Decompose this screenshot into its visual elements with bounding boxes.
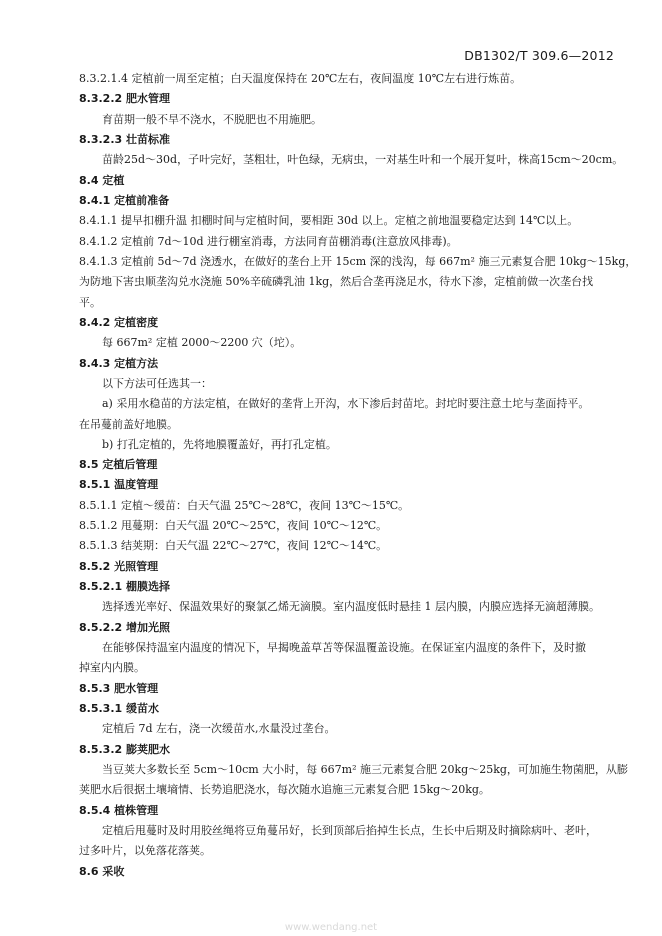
clause-8-4-1-1: 8.4.1.1 提早扣棚升温 扣棚时间与定植时间，要相距 30d 以上。定植之前地温要稳定达到 14℃以上。 [79, 214, 579, 227]
paragraph-continuation: 过多叶片，以免落花落荚。 [79, 844, 211, 857]
heading-8-5-2: 8.5.2 光照管理 [79, 560, 159, 573]
heading-8-5-3-1: 8.5.3.1 缓苗水 [79, 702, 159, 715]
heading-8-4-2: 8.4.2 定植密度 [79, 316, 159, 329]
paragraph: 定植后 7d 左右，浇一次缓苗水,水量没过垄台。 [102, 722, 336, 735]
paragraph-continuation: 掉室内内膜。 [79, 661, 145, 674]
heading-8-4-3: 8.4.3 定植方法 [79, 357, 159, 370]
heading-8-3-2-2: 8.3.2.2 肥水管理 [79, 92, 170, 105]
paragraph-continuation: 平。 [79, 296, 101, 309]
paragraph: 在能够保持温室内温度的情况下，早揭晚盖草苫等保温覆盖设施。在保证室内温度的条件下，及时撤 [102, 641, 586, 654]
paragraph: 每 667m² 定植 2000～2200 穴（坨）。 [102, 336, 302, 349]
paragraph-continuation: 荚肥水后很据土壤墒情、长势追肥浇水，每次随水追施三元素复合肥 15kg～20kg。 [79, 783, 490, 796]
list-item-b: b) 打孔定植的，先将地膜覆盖好，再打孔定植。 [102, 438, 337, 451]
paragraph: 定植后甩蔓时及时用胶丝绳将豆角蔓吊好，长到顶部后掐掉生长点，生长中后期及时摘除病叶、老叶， [102, 824, 597, 837]
clause-8-5-1-3: 8.5.1.3 结荚期：白天气温 22℃～27℃，夜间 12℃～14℃。 [79, 539, 388, 552]
heading-8-5-4: 8.5.4 植株管理 [79, 804, 159, 817]
clause-8-5-1-1: 8.5.1.1 定植～缓苗：白天气温 25℃～28℃，夜间 13℃～15℃。 [79, 499, 410, 512]
heading-8-5-1: 8.5.1 温度管理 [79, 478, 159, 491]
paragraph-continuation: 在吊蔓前盖好地膜。 [79, 418, 178, 431]
paragraph: 苗龄25d～30d，子叶完好，茎粗壮，叶色绿，无病虫，一对基生叶和一个展开复叶，株高15cm～20cm。 [102, 153, 624, 166]
heading-8-4: 8.4 定植 [79, 174, 125, 187]
heading-8-5: 8.5 定植后管理 [79, 458, 158, 471]
heading-8-3-2-3: 8.3.2.3 壮苗标准 [79, 133, 170, 146]
heading-8-5-3: 8.5.3 肥水管理 [79, 682, 159, 695]
heading-8-5-3-2: 8.5.3.2 膨荚肥水 [79, 743, 170, 756]
clause-8-4-1-3: 8.4.1.3 定植前 5d～7d 浇透水，在做好的垄台上开 15cm 深的浅沟，每 667m² 施三元素复合肥 10kg～15kg， [79, 255, 637, 268]
clause-8-4-1-2: 8.4.1.2 定植前 7d～10d 进行棚室消毒，方法同育苗棚消毒(注意放风排毒)。 [79, 235, 458, 248]
heading-8-5-2-1: 8.5.2.1 棚膜选择 [79, 580, 170, 593]
list-item-a: a) 采用水稳苗的方法定植，在做好的垄背上开沟，水下渗后封苗坨。封坨时要注意土坨与垄面持平。 [102, 397, 590, 410]
document-number: DB1302/T 309.6—2012 [464, 48, 614, 63]
paragraph: 当豆荚大多数长至 5cm～10cm 大小时，每 667m² 施三元素复合肥 20kg～25kg，可加施生物菌肥，从膨 [102, 763, 628, 776]
paragraph: 以下方法可任选其一： [102, 377, 212, 390]
clause-8-3-2-1-4: 8.3.2.1.4 定植前一周至定植；白天温度保持在 20℃左右，夜间温度 10℃左右进行炼苗。 [79, 72, 522, 85]
paragraph-continuation: 为防地下害虫顺垄沟兑水浇施 50%辛硫磷乳油 1kg，然后合垄再浇足水，待水下渗，定植前做一次垄台找 [79, 275, 594, 288]
heading-8-4-1: 8.4.1 定植前准备 [79, 194, 170, 207]
watermark: www.wendang.net [284, 922, 378, 933]
clause-8-5-1-2: 8.5.1.2 甩蔓期：白天气温 20℃～25℃，夜间 10℃～12℃。 [79, 519, 388, 532]
paragraph: 选择透光率好、保温效果好的聚氯乙烯无滴膜。室内温度低时悬挂 1 层内膜，内膜应选择无滴超薄膜。 [102, 600, 600, 613]
heading-8-5-2-2: 8.5.2.2 增加光照 [79, 621, 170, 634]
paragraph: 育苗期一般不旱不浇水，不脱肥也不用施肥。 [102, 113, 322, 126]
heading-8-6: 8.6 采收 [79, 865, 125, 878]
